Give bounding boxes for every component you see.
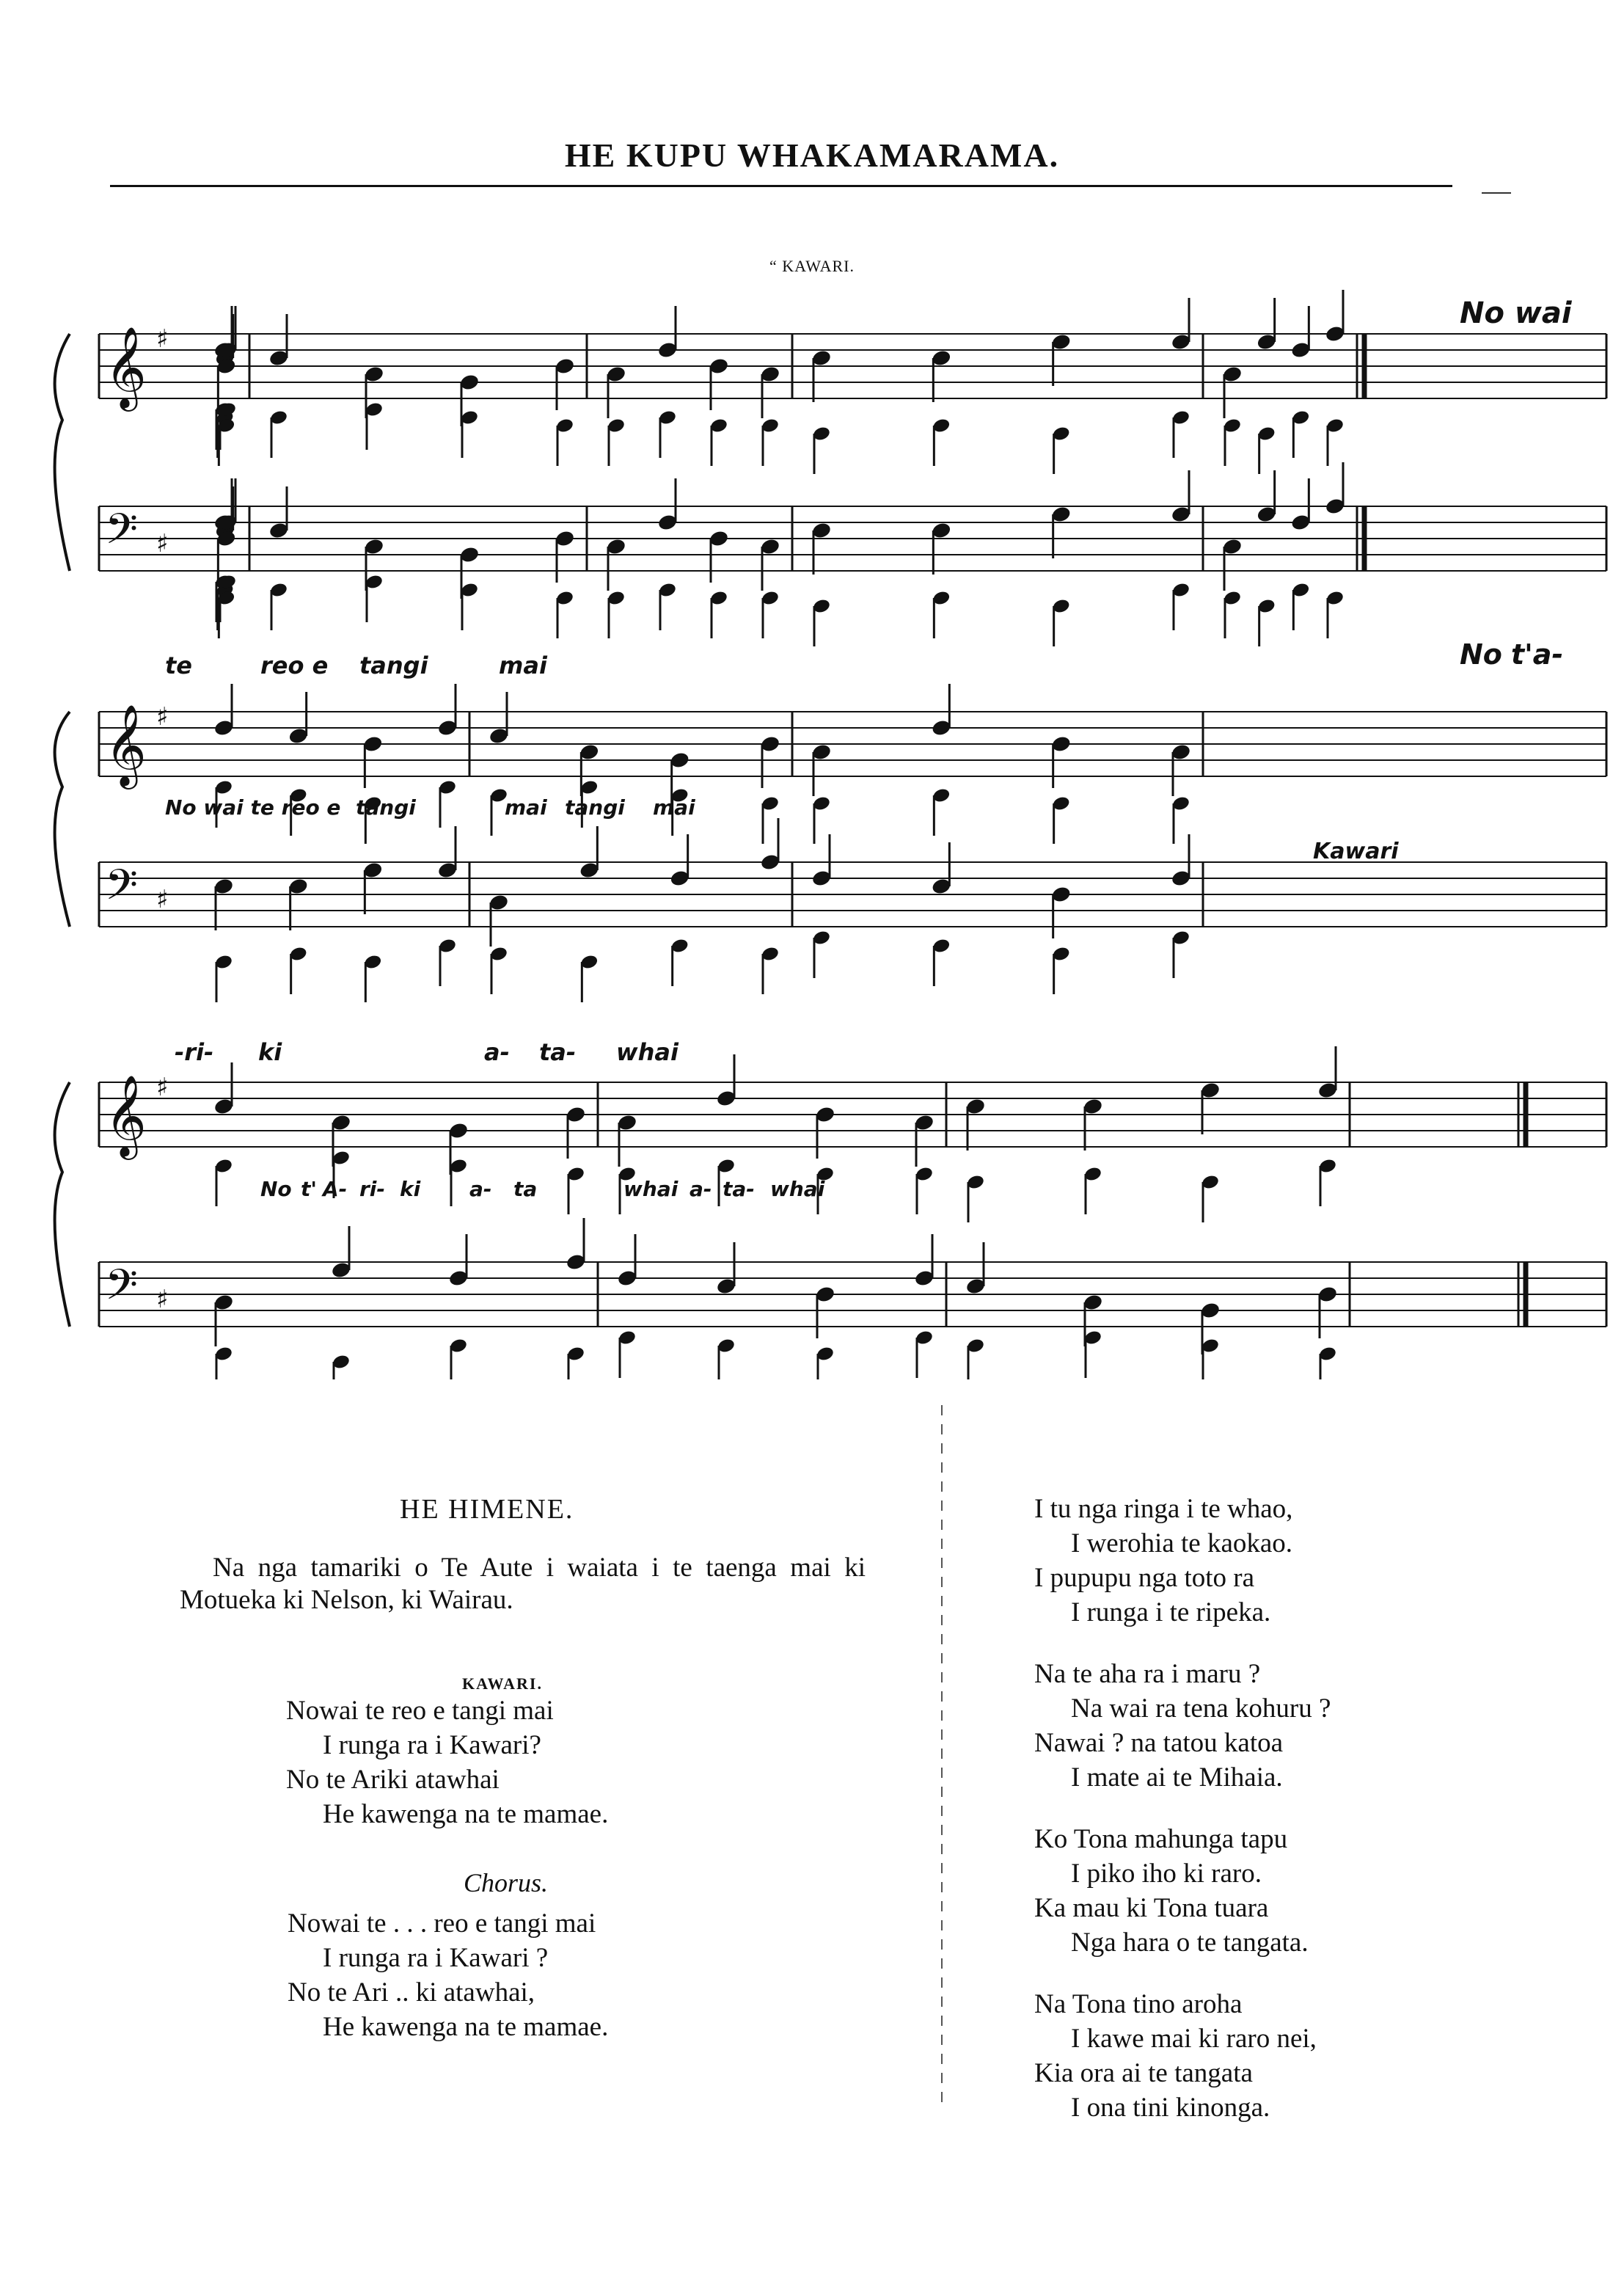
lyric-s3-ri: -ri- (175, 1038, 214, 1066)
bass-clef-icon: 𝄢 (105, 504, 139, 564)
right-verse-line: I pupupu nga toto ra (1034, 1563, 1255, 1593)
right-verse-line: Na te aha ra i maru ? (1034, 1659, 1261, 1689)
lyric-s3-mid-8: whai (623, 1177, 679, 1201)
lyric-s3-mid-5: ki (400, 1177, 421, 1201)
lyric-s2-bass-kawari: Kawari (1313, 839, 1399, 864)
lyric-s3-ta: ta- (539, 1038, 577, 1066)
lyric-s2-mid-4: tangi (565, 795, 625, 820)
right-verse-line: I werohia te kaokao. (1071, 1528, 1293, 1558)
right-verse-line: I kawe mai ki raro nei, (1071, 2024, 1317, 2054)
treble-clef-icon: 𝄞 (105, 326, 147, 408)
hymn-intro: Na nga tamariki o Te Aute i waiata i te taenga mai ki Motueka ki Nelson, ki Wairau. (180, 1553, 866, 1615)
sharp-icon: ♯ (156, 885, 169, 914)
chorus-heading: Chorus. (464, 1868, 549, 1897)
treble-clef-icon: 𝄞 (105, 704, 147, 786)
treble-clef-icon: 𝄞 (105, 1074, 147, 1156)
lyric-s3-mid-6: a- (469, 1177, 492, 1201)
bass-clef-icon: 𝄢 (105, 860, 139, 920)
right-verse-line: I runga i te ripeka. (1071, 1597, 1271, 1627)
lyric-s2-mai: mai (499, 652, 547, 679)
sharp-icon: ♯ (156, 702, 169, 732)
system-brace (55, 712, 70, 927)
right-verse-line: I tu nga ringa i te whao, (1034, 1494, 1293, 1524)
lyric-s2-no: No (1460, 638, 1502, 671)
right-verse-line: Kia ora ai te tangata (1034, 2058, 1253, 2088)
sharp-icon: ♯ (156, 324, 169, 354)
lyric-s3-mid-4: ri- (359, 1177, 386, 1201)
lyric-s3-mid-1: No (260, 1177, 292, 1201)
chorus-line: Nowai te . . . reo e tangi mai (288, 1908, 596, 1939)
lyric-s3-ki: ki (258, 1038, 282, 1066)
verse-line: No te Ariki atawhai (286, 1765, 500, 1795)
lyric-s2-ta: t'a- (1511, 638, 1564, 671)
verse-line: Nowai te reo e tangi mai (286, 1696, 554, 1726)
sharp-icon: ♯ (156, 529, 169, 558)
chorus-line: He kawenga na te mamae. (323, 2012, 609, 2042)
lyric-s2-mid-5: mai (653, 795, 695, 820)
lyric-s3-mid-9: a- (690, 1177, 712, 1201)
lyric-s3-whai: whai (616, 1038, 679, 1066)
chorus-line: I runga ra i Kawari ? (323, 1943, 549, 1973)
bass-clef-icon: 𝄢 (105, 1260, 139, 1320)
lyric-no-wai: No wai (1460, 296, 1572, 330)
right-verse-line: Na wai ra tena kohuru ? (1071, 1693, 1331, 1724)
right-verse-line: Nga hara o te tangata. (1071, 1928, 1309, 1958)
right-verse-line: I ona tini kinonga. (1071, 2093, 1270, 2123)
right-verse-line: I piko iho ki raro. (1071, 1859, 1262, 1889)
verse-heading: KAWARI. (462, 1674, 543, 1693)
right-verse-line: I mate ai te Mihaia. (1071, 1762, 1283, 1793)
lyric-s3-a: a- (484, 1038, 510, 1066)
column-divider (941, 1405, 943, 2110)
lyric-s2-tangi: tangi (359, 652, 428, 679)
lyric-s2-te: te (165, 652, 192, 679)
lyric-s3-mid-2: t' (301, 1177, 317, 1201)
lyric-s2-mid-2: tangi (356, 795, 416, 820)
system-brace (55, 334, 70, 571)
system-brace (55, 1082, 70, 1327)
lyric-s2-mid-1: No wai te reo e (165, 795, 341, 820)
sharp-icon: ♯ (156, 1073, 169, 1102)
right-verse-line: Ka mau ki Tona tuara (1034, 1893, 1269, 1923)
right-verse-line: Nawai ? na tatou katoa (1034, 1728, 1284, 1758)
hymn-title: HE HIMENE. (400, 1494, 574, 1525)
right-verse-line: Ko Tona mahunga tapu (1034, 1824, 1288, 1854)
lyric-s3-mid-3: A- (323, 1177, 348, 1201)
score-systems (55, 290, 1606, 1379)
lyric-s3-mid-10: ta- (723, 1177, 755, 1201)
lyric-s2-reo-e: reo e (260, 652, 329, 679)
lyric-s3-mid-11: whai (770, 1177, 825, 1201)
tune-name: “ KAWARI. (769, 257, 855, 275)
verse-line: I runga ra i Kawari? (323, 1730, 541, 1760)
verse-line: He kawenga na te mamae. (323, 1799, 609, 1829)
page-title: HE KUPU WHAKAMARAMA. (564, 136, 1060, 174)
lyric-s3-mid-7: ta (513, 1177, 538, 1201)
chorus-line: No te Ari .. ki atawhai, (288, 1977, 535, 2008)
lyric-s2-mid-3: mai (505, 795, 547, 820)
sharp-icon: ♯ (156, 1285, 169, 1314)
right-verse-line: Na Tona tino aroha (1034, 1989, 1243, 2019)
